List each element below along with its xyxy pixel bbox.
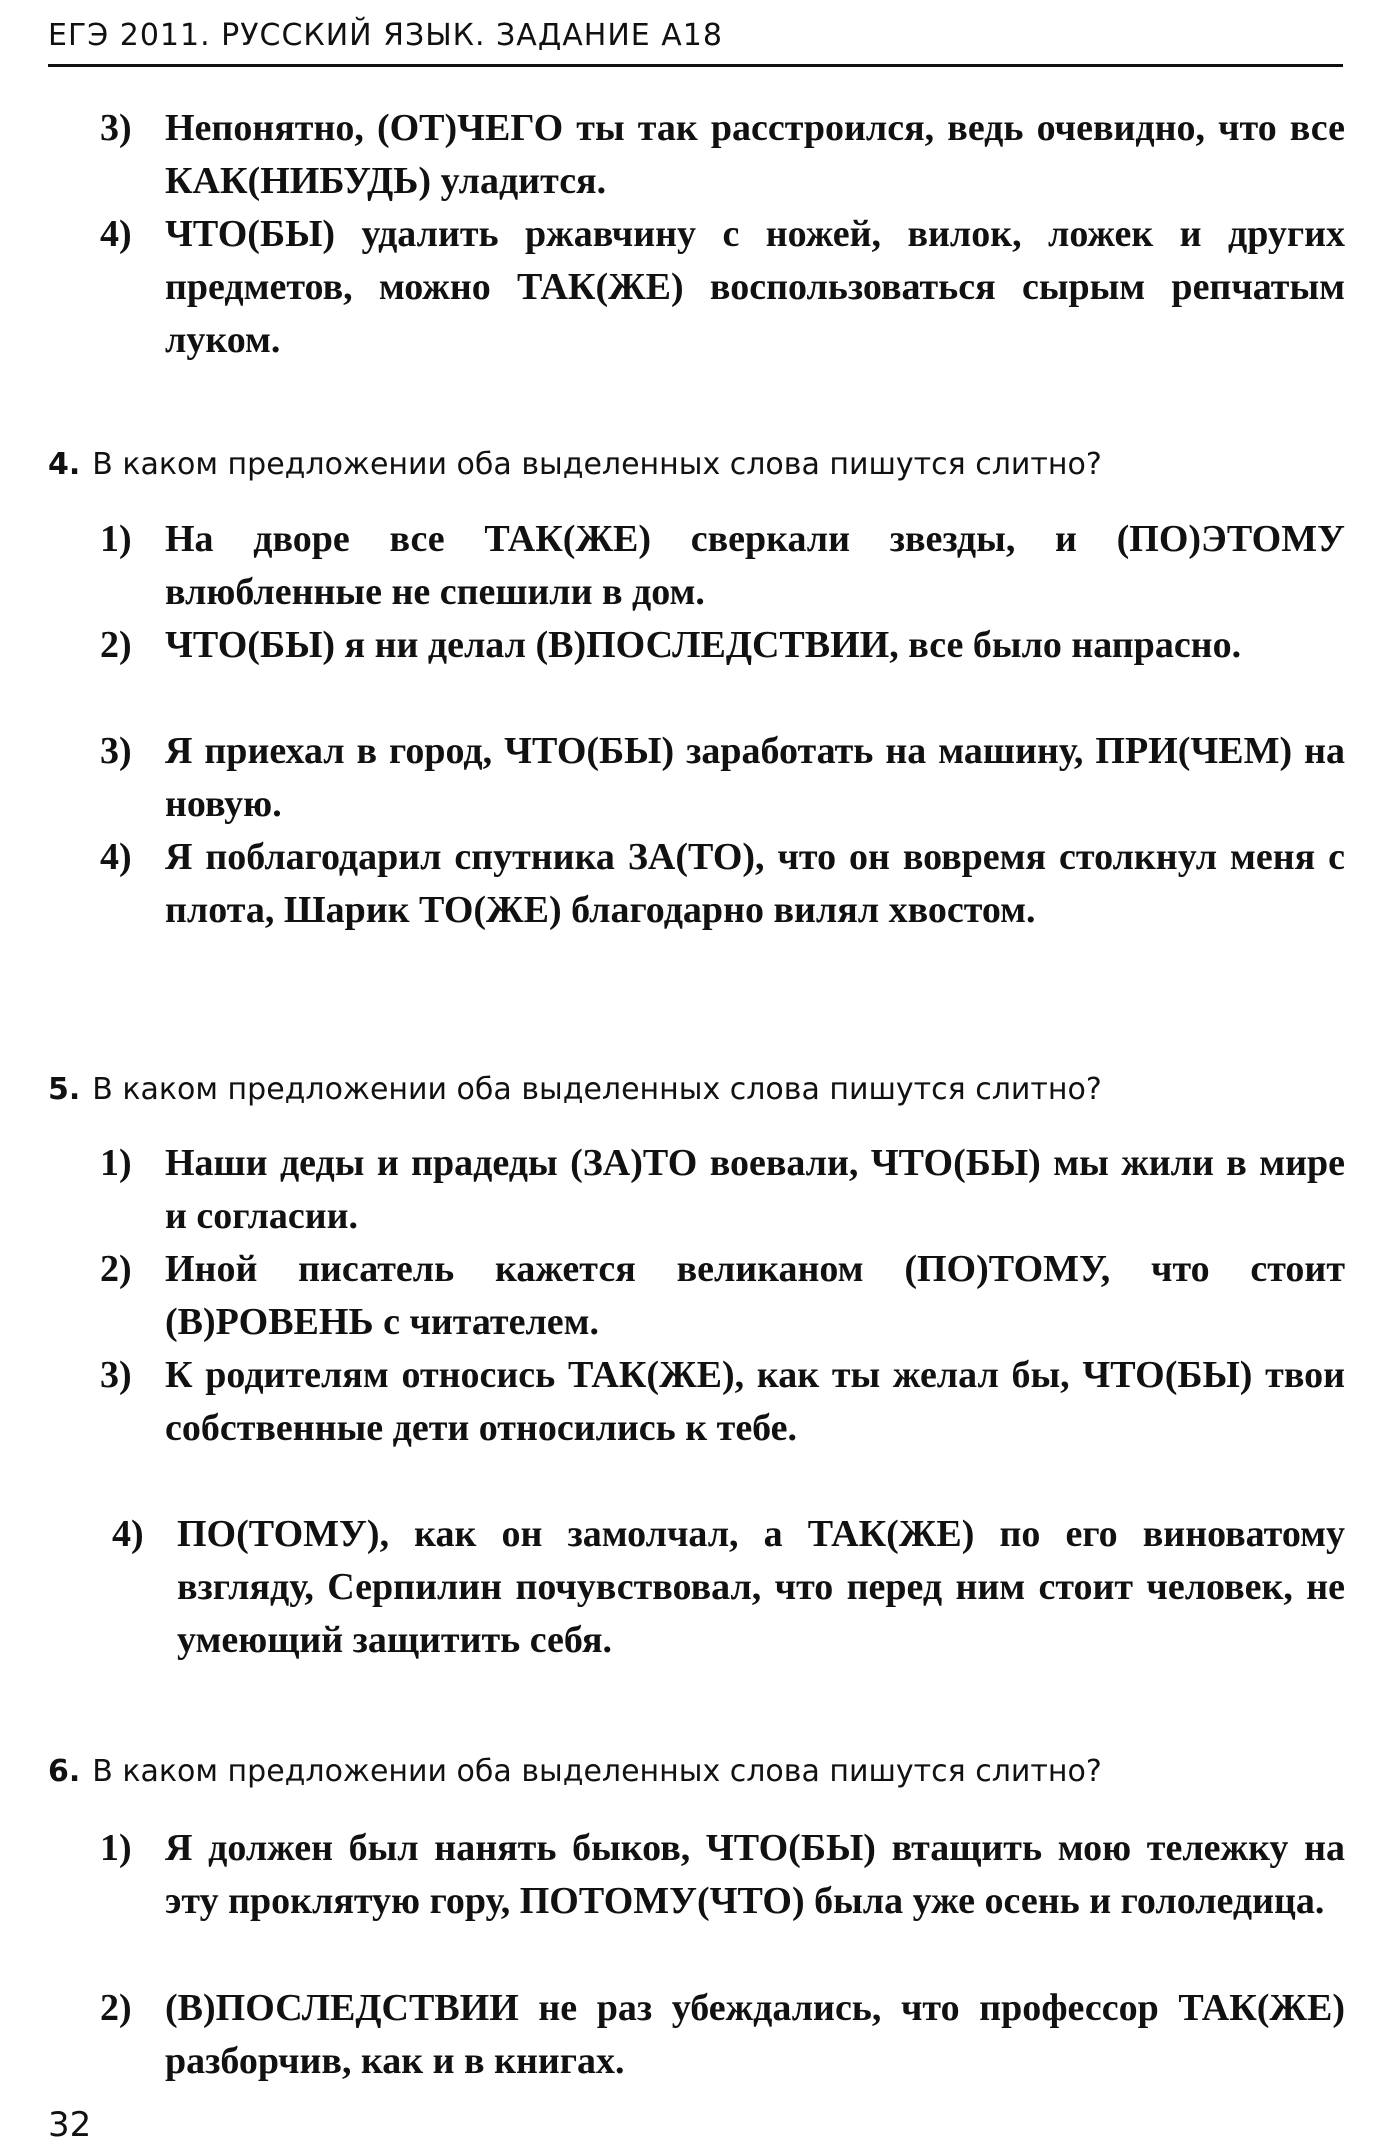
option-number: 3) bbox=[100, 1354, 132, 1396]
option-number: 1) bbox=[100, 1827, 132, 1869]
header-title: ЕГЭ 2011. РУССКИЙ ЯЗЫК. ЗАДАНИЕ А18 bbox=[48, 18, 723, 53]
question-text: В каком предложении оба выделенных слова пишутся слитно? bbox=[92, 1754, 1102, 1789]
option-number: 2) bbox=[100, 1987, 132, 2029]
option-number: 3) bbox=[100, 107, 132, 149]
option-number: 3) bbox=[100, 730, 132, 772]
answer-option-6-2 bbox=[100, 1982, 1345, 2088]
answer-option-4-4 bbox=[100, 831, 1345, 937]
option-number: 4) bbox=[100, 213, 132, 255]
answer-option-4-1 bbox=[100, 513, 1345, 619]
question-number: 5. bbox=[48, 1072, 81, 1107]
option-number: 4) bbox=[112, 1513, 144, 1555]
page-number: 32 bbox=[48, 2105, 92, 2145]
page-header bbox=[48, 8, 1343, 67]
option-text: ЧТО(БЫ) удалить ржавчину с ножей, вилок, ложек и других предметов, можно ТАК(ЖЕ) воспользоваться сырым репчатым луком. bbox=[165, 213, 1345, 361]
question-4-prompt bbox=[48, 445, 1102, 485]
option-number: 2) bbox=[100, 1248, 132, 1290]
option-text: Наши деды и прадеды (ЗА)ТО воевали, ЧТО(БЫ) мы жили в мире и согласии. bbox=[165, 1142, 1345, 1237]
option-text: Я приехал в город, ЧТО(БЫ) заработать на машину, ПРИ(ЧЕМ) на новую. bbox=[165, 730, 1345, 825]
option-text: К родителям относись ТАК(ЖЕ), как ты желал бы, ЧТО(БЫ) твои собственные дети относились к тебе. bbox=[165, 1354, 1345, 1449]
answer-option-5-3 bbox=[100, 1349, 1345, 1455]
option-text: ПО(ТОМУ), как он замолчал, а ТАК(ЖЕ) по его виноватому взгляду, Серпилин почувствовал, что перед ним стоит человек, не умеющий защитить себя. bbox=[177, 1513, 1345, 1661]
option-text: Я должен был нанять быков, ЧТО(БЫ) втащить мою тележку на эту проклятую гору, ПОТОМУ(ЧТО) была уже осень и гололедица. bbox=[165, 1827, 1345, 1922]
option-number: 4) bbox=[100, 836, 132, 878]
option-text: Непонятно, (ОТ)ЧЕГО ты так расстроился, ведь очевидно, что все КАК(НИБУДЬ) уладится. bbox=[165, 107, 1345, 202]
question-text: В каком предложении оба выделенных слова пишутся слитно? bbox=[92, 1072, 1102, 1107]
option-text: Иной писатель кажется великаном (ПО)ТОМУ, что стоит (В)РОВЕНЬ с читателем. bbox=[165, 1248, 1345, 1343]
answer-option-6-1 bbox=[100, 1822, 1345, 1928]
answer-option-3-3 bbox=[100, 102, 1345, 208]
option-number: 1) bbox=[100, 518, 132, 560]
option-text: На дворе все ТАК(ЖЕ) сверкали звезды, и (ПО)ЭТОМУ влюбленные не спешили в дом. bbox=[165, 518, 1345, 613]
answer-option-5-1 bbox=[100, 1137, 1345, 1243]
question-6-prompt bbox=[48, 1752, 1102, 1792]
question-5-prompt bbox=[48, 1070, 1102, 1110]
option-text: Я поблагодарил спутника ЗА(ТО), что он вовремя столкнул меня с плота, Шарик ТО(ЖЕ) благодарно вилял хвостом. bbox=[165, 836, 1345, 931]
question-number: 4. bbox=[48, 447, 81, 482]
answer-option-5-2 bbox=[100, 1243, 1345, 1349]
answer-option-4-2 bbox=[100, 619, 1345, 672]
option-number: 2) bbox=[100, 624, 132, 666]
option-number: 1) bbox=[100, 1142, 132, 1184]
option-text: ЧТО(БЫ) я ни делал (В)ПОСЛЕДСТВИИ, все было напрасно. bbox=[165, 624, 1242, 666]
answer-option-5-4 bbox=[112, 1508, 1345, 1667]
question-text: В каком предложении оба выделенных слова пишутся слитно? bbox=[92, 447, 1102, 482]
answer-option-4-3 bbox=[100, 725, 1345, 831]
option-text: (В)ПОСЛЕДСТВИИ не раз убеждались, что профессор ТАК(ЖЕ) разборчив, как и в книгах. bbox=[165, 1987, 1345, 2082]
question-number: 6. bbox=[48, 1754, 81, 1789]
answer-option-3-4 bbox=[100, 208, 1345, 367]
